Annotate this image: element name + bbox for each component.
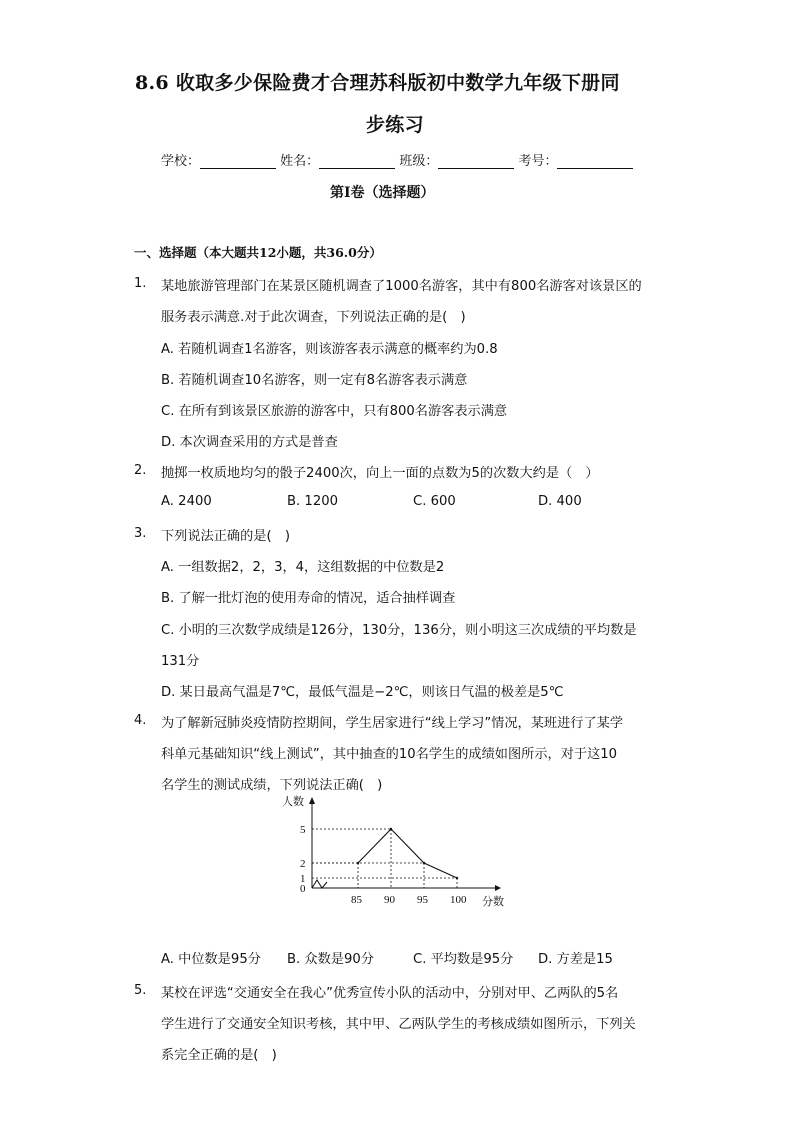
option-c: C. 小明的三次数学成绩是126分，130分，136分，则小明这三次成绩的平均数是	[161, 623, 637, 638]
axis-break	[312, 880, 327, 888]
question-text: 服务表示满意.对于此次调查，下列说法正确的是( )	[161, 310, 466, 325]
option-c: C. 平均数是95分	[413, 952, 514, 967]
question-number: 3.	[134, 526, 147, 541]
x-tick-label: 90	[384, 894, 395, 906]
option-d: D. 某日最高气温是7℃，最低气温是−2℃，则该日气温的极差是5℃	[161, 685, 564, 700]
option-a: A. 中位数是95分	[161, 952, 261, 967]
question-number: 1.	[134, 276, 147, 291]
option-b: B. 了解一批灯泡的使用寿命的情况，适合抽样调查	[161, 591, 456, 606]
doc-title-line2: 步练习	[366, 114, 424, 136]
data-point	[456, 877, 458, 879]
data-point	[423, 862, 425, 864]
option-d: D. 400	[538, 494, 582, 509]
option-a: A. 若随机调查1名游客，则该游客表示满意的概率约为0.8	[161, 342, 498, 357]
name-label: 姓名：	[280, 154, 320, 169]
x-tick-label: 85	[351, 894, 362, 906]
option-b: B. 1200	[287, 494, 338, 509]
name-field[interactable]	[319, 154, 395, 169]
option-a: A. 2400	[161, 494, 212, 509]
option-b: B. 若随机调查10名游客，则一定有8名游客表示满意	[161, 373, 468, 388]
x-axis-arrow	[495, 885, 501, 891]
number-label: 考号：	[518, 154, 558, 169]
class-label: 班级：	[399, 154, 439, 169]
y-axis-label: 人数	[282, 796, 304, 808]
question-text: 下列说法正确的是( )	[161, 529, 290, 544]
question-number: 4.	[134, 713, 147, 728]
y-tick-label: 1	[300, 873, 306, 885]
option-b: B. 众数是90分	[287, 952, 374, 967]
doc-title-line1: 8.6 收取多少保险费才合理苏科版初中数学九年级下册同	[135, 72, 620, 94]
question-text: 某校在评选“交通安全在我心”优秀宣传小队的活动中，分别对甲、乙两队的5名	[161, 986, 619, 1001]
y-tick-label: 2	[300, 858, 306, 870]
question-text: 学生进行了交通安全知识考核，其中甲、乙两队学生的考核成绩如图所示，下列关	[161, 1017, 636, 1032]
volume-heading: 第Ⅰ卷（选择题）	[330, 185, 435, 201]
question-text: 科单元基础知识“线上测试”，其中抽查的10名学生的成绩如图所示，对于这10	[161, 747, 618, 762]
option-c: C. 600	[413, 494, 456, 509]
option-d: D. 本次调查采用的方式是普查	[161, 435, 338, 450]
y-axis-arrow	[309, 797, 315, 804]
question-text: 名学生的测试成绩，下列说法正确( )	[161, 778, 383, 793]
score-line-chart	[270, 792, 520, 917]
option-d: D. 方差是15	[538, 952, 613, 967]
school-field[interactable]	[200, 154, 276, 169]
question-text: 为了解新冠肺炎疫情防控期间，学生居家进行“线上学习”情况，某班进行了某学	[161, 716, 624, 731]
series-line	[358, 829, 457, 878]
info-line	[161, 150, 633, 169]
data-point	[357, 862, 359, 864]
y-tick-label: 0	[300, 883, 306, 895]
x-tick-label: 100	[450, 894, 467, 906]
class-field[interactable]	[438, 154, 514, 169]
x-axis-label: 分数	[482, 896, 504, 908]
option-a: A. 一组数据2，2，3，4，这组数据的中位数是2	[161, 560, 445, 575]
option-c-continued: 131分	[161, 654, 200, 669]
data-point	[390, 828, 392, 830]
question-text: 系完全正确的是( )	[161, 1048, 277, 1063]
question-number: 2.	[134, 463, 147, 478]
school-label: 学校：	[161, 154, 201, 169]
x-tick-label: 95	[417, 894, 428, 906]
question-text: 某地旅游管理部门在某景区随机调查了1000名游客，其中有800名游客对该景区的	[161, 279, 642, 294]
option-c: C. 在所有到该景区旅游的游客中，只有800名游客表示满意	[161, 404, 508, 419]
question-number: 5.	[134, 983, 147, 998]
y-tick-label: 5	[300, 824, 306, 836]
number-field[interactable]	[557, 154, 633, 169]
section-heading: 一、选择题（本大题共12小题，共36.0分）	[134, 245, 382, 260]
question-text: 抛掷一枚质地均匀的骰子2400次，向上一面的点数为5的次数大约是（ ）	[161, 466, 599, 481]
